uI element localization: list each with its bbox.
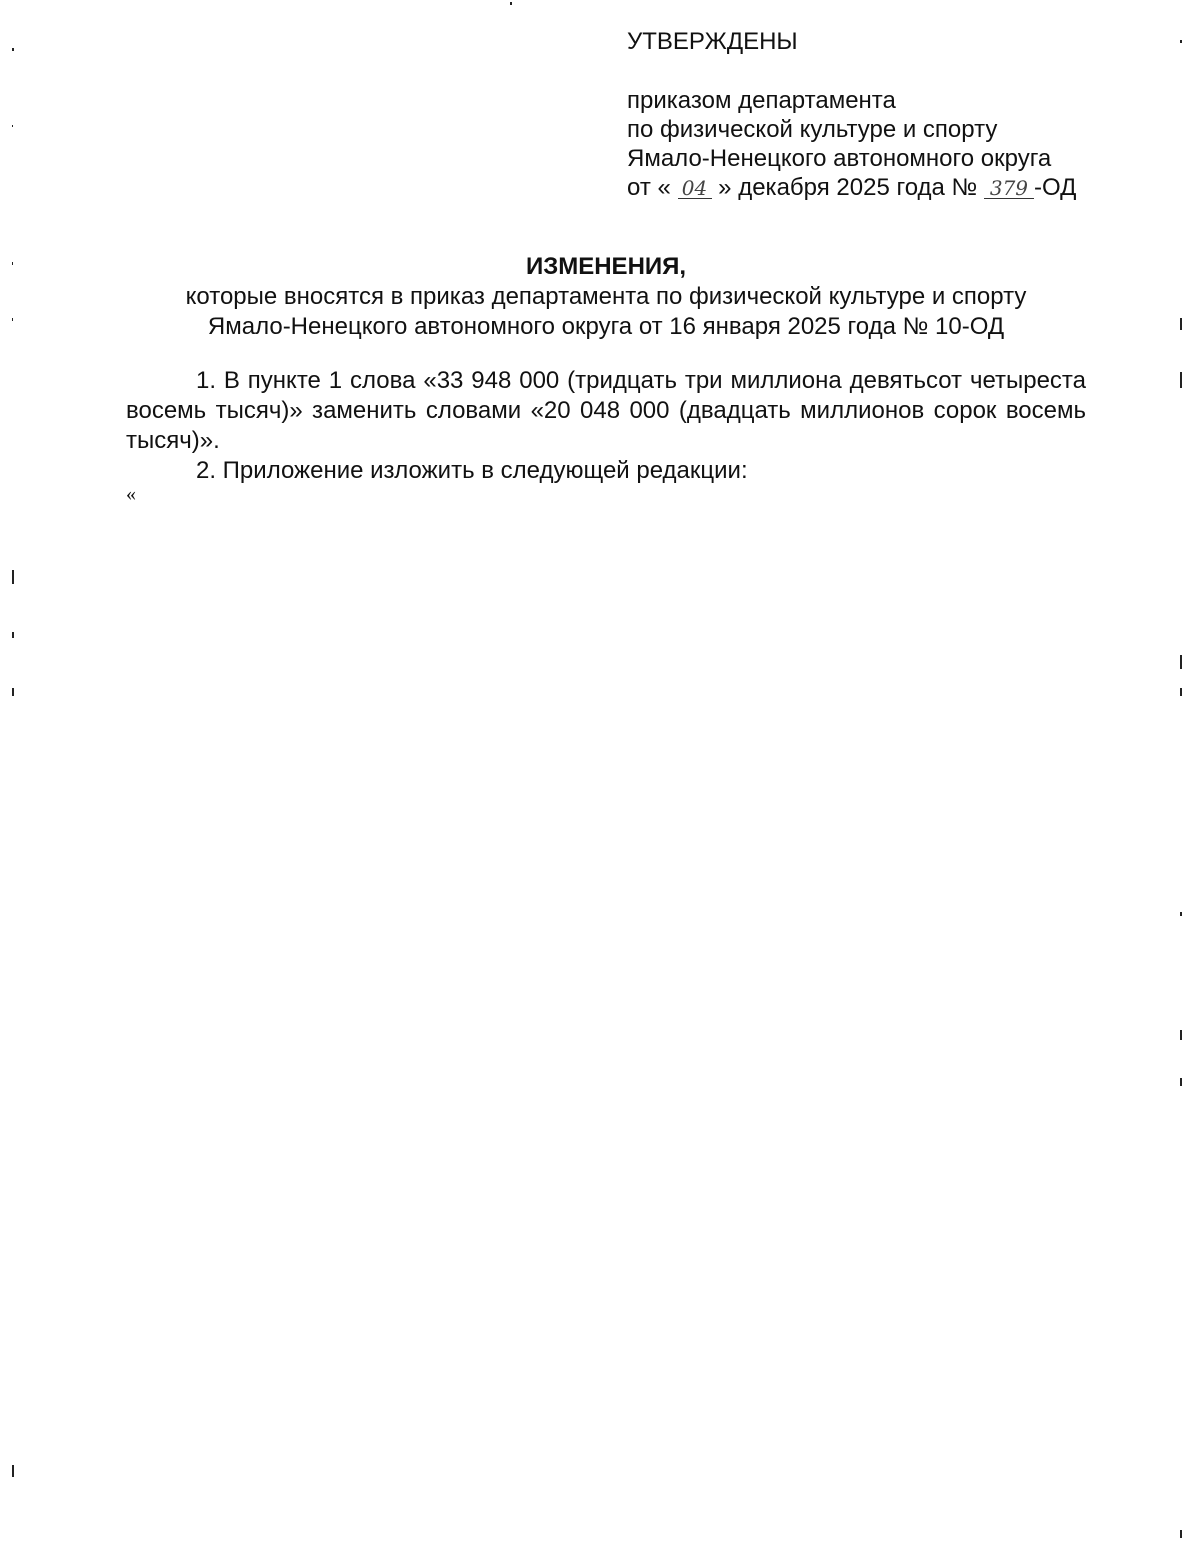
paragraph-item-2: 2. Приложение изложить в следующей редакции:: [196, 457, 748, 484]
scan-speck: [12, 48, 14, 51]
scan-speck: [12, 632, 14, 638]
approval-line-1: приказом департамента: [627, 87, 896, 114]
scan-speck: [1180, 688, 1182, 696]
scan-speck: [12, 318, 13, 321]
date-prefix: от «: [627, 174, 671, 201]
scan-speck: [12, 1465, 14, 1477]
number-suffix: -ОД: [1033, 174, 1077, 201]
scan-speck: [1180, 1530, 1182, 1538]
approval-date-line: [627, 173, 1147, 202]
approval-stamp-block: [627, 27, 1147, 202]
approval-line-2: по физической культуре и спорту: [627, 116, 998, 143]
handwritten-day: 04: [678, 178, 712, 199]
paragraph-item-1: 1. В пункте 1 слова «33 948 000 (тридцать три миллиона девятьсот четыреста восемь тысяч)» заменить словами «20 048 000 (двадцать миллионов сорок восемь тысяч)».: [126, 367, 1086, 454]
document-heading: [126, 252, 1086, 342]
approval-line-3: Ямало-Ненецкого автономного округа: [627, 145, 1052, 172]
scan-speck: [1180, 372, 1182, 388]
scan-speck: [1180, 912, 1182, 916]
document-body: [126, 366, 1086, 486]
scan-speck: [12, 125, 13, 127]
scan-speck: [12, 688, 14, 696]
approval-title: УТВЕРЖДЕНЫ: [627, 28, 798, 55]
scan-speck: [510, 2, 512, 5]
scan-speck: [12, 262, 13, 265]
scan-speck: [12, 570, 14, 584]
heading-line-1: которые вносятся в приказ департамента по физической культуре и спорту: [185, 283, 1027, 310]
heading-title: ИЗМЕНЕНИЯ,: [525, 253, 687, 280]
scan-speck: [1180, 1078, 1182, 1086]
handwritten-order-number: 379: [984, 178, 1034, 199]
scan-speck: [1180, 1030, 1182, 1040]
date-middle: » декабря 2025 года №: [718, 174, 978, 201]
opening-quote: «: [126, 483, 136, 505]
heading-line-2: Ямало-Ненецкого автономного округа от 16 января 2025 года № 10-ОД: [207, 313, 1005, 340]
scan-speck: [1180, 40, 1182, 43]
scan-speck: [1180, 655, 1182, 669]
scan-speck: [1180, 318, 1182, 330]
